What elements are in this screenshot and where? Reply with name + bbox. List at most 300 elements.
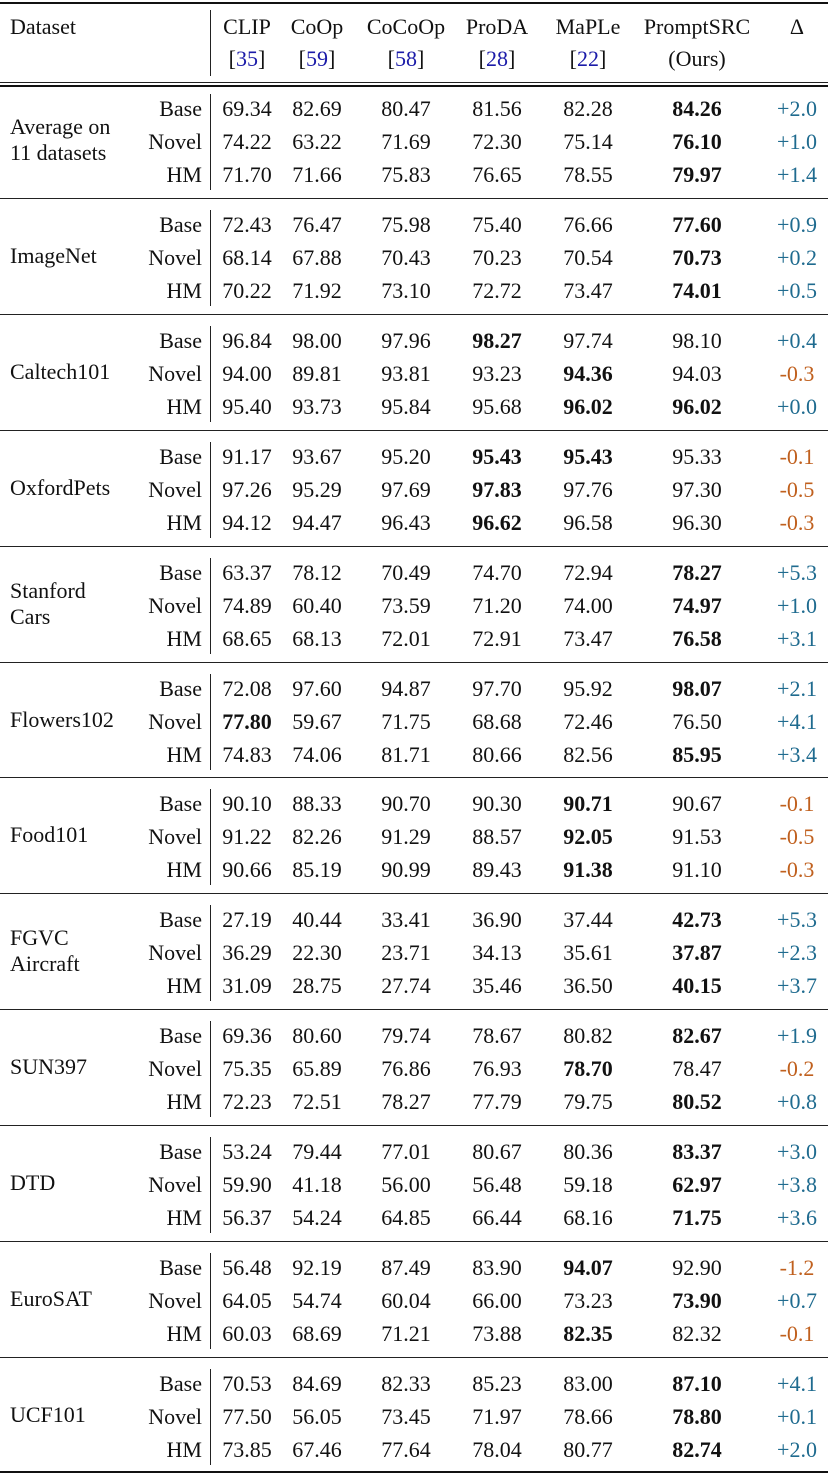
table-cell: 84.69 — [292, 1370, 342, 1396]
split-label: HM — [166, 1436, 202, 1462]
delta-value: -1.2 — [779, 1255, 815, 1280]
table-cell: 78.67 — [472, 1023, 522, 1049]
table-cell: 73.47 — [563, 277, 613, 303]
split-label: HM — [166, 162, 202, 187]
table-cell: 80.66 — [472, 741, 522, 767]
split-label: Base — [159, 791, 202, 817]
dataset-label — [10, 1286, 92, 1312]
table-cell: 87.10 — [672, 1370, 722, 1396]
split-divider — [210, 905, 211, 1001]
table-cell: 56.00 — [381, 1172, 431, 1198]
table-cell: 60.04 — [381, 1288, 431, 1313]
split-divider — [210, 94, 211, 190]
table-cell: 70.22 — [222, 277, 272, 303]
split-label: Novel — [148, 476, 202, 502]
delta-value: +4.1 — [777, 1370, 817, 1396]
table-cell: 80.60 — [292, 1023, 342, 1049]
header-clip-ref[interactable]: [35] — [228, 46, 266, 71]
table-cell: 78.55 — [563, 162, 613, 187]
dataset-name-line: EuroSAT — [10, 1286, 92, 1311]
header-maple-ref[interactable]: [22] — [569, 46, 607, 71]
header-proda-ref[interactable]: [28] — [478, 46, 516, 71]
split-label: Novel — [148, 244, 202, 270]
table-cell: 96.02 — [563, 393, 613, 419]
dataset-label — [10, 1054, 87, 1080]
citation-link[interactable]: 35 — [236, 46, 258, 71]
table-cell: 85.95 — [672, 741, 722, 767]
table-cell: 53.24 — [222, 1139, 272, 1165]
group-separator — [0, 430, 828, 431]
table-cell: 97.70 — [472, 675, 522, 701]
table-cell: 41.18 — [292, 1172, 342, 1198]
split-label: Novel — [148, 1403, 202, 1429]
table-cell: 27.74 — [381, 973, 431, 999]
delta-value: -0.1 — [779, 443, 815, 469]
delta-value: +3.4 — [777, 741, 817, 767]
table-cell: 73.45 — [381, 1403, 431, 1429]
header-coop: CoOp — [290, 14, 344, 39]
table-cell: 98.00 — [292, 327, 342, 353]
delta-value: -0.3 — [779, 857, 815, 883]
table-cell: 80.36 — [563, 1139, 613, 1165]
table-cell: 98.27 — [472, 327, 522, 353]
dataset-label — [10, 243, 97, 269]
table-cell: 70.23 — [472, 244, 522, 270]
table-cell: 23.71 — [381, 940, 431, 966]
table-cell: 80.82 — [563, 1023, 613, 1049]
split-label: Novel — [148, 708, 202, 734]
table-cell: 37.87 — [672, 940, 722, 966]
dataset-label — [10, 1402, 86, 1428]
table-cell: 59.67 — [292, 708, 342, 734]
table-cell: 91.38 — [563, 857, 613, 883]
table-cell: 78.27 — [381, 1089, 431, 1115]
table-cell: 97.30 — [672, 476, 722, 502]
dataset-label — [10, 475, 110, 501]
table-cell: 75.35 — [222, 1056, 272, 1082]
dataset-name-line: UCF101 — [10, 1401, 86, 1427]
table-cell: 68.14 — [222, 244, 272, 270]
table-cell: 73.85 — [222, 1436, 272, 1462]
table-cell: 59.18 — [563, 1172, 613, 1198]
table-cell: 70.73 — [672, 244, 722, 270]
table-cell: 90.71 — [563, 791, 613, 817]
table-cell: 56.37 — [222, 1205, 272, 1231]
delta-value: +5.3 — [777, 907, 817, 933]
table-cell: 64.85 — [381, 1205, 431, 1231]
split-label: Novel — [148, 1172, 202, 1198]
table-cell: 89.81 — [292, 360, 342, 386]
header-coop-ref[interactable]: [59] — [298, 46, 336, 71]
table-cell: 90.30 — [472, 791, 522, 817]
split-divider — [210, 558, 211, 654]
split-label: HM — [166, 509, 202, 535]
dataset-name-line: SUN397 — [10, 1054, 88, 1080]
dataset-name-line: Caltech101 — [10, 358, 111, 384]
delta-value: +1.9 — [777, 1023, 817, 1049]
table-cell: 71.92 — [292, 277, 342, 303]
table-cell: 82.26 — [292, 824, 342, 850]
table-cell: 72.08 — [222, 675, 272, 701]
split-divider — [210, 326, 211, 422]
delta-value: +3.8 — [777, 1172, 817, 1198]
table-cell: 68.16 — [563, 1205, 613, 1231]
table-cell: 95.43 — [563, 443, 613, 469]
table-cell: 77.64 — [381, 1436, 431, 1462]
table-cell: 71.66 — [292, 162, 342, 187]
table-cell: 95.29 — [292, 476, 342, 502]
table-cell: 76.65 — [472, 162, 522, 187]
table-cell: 78.27 — [672, 559, 722, 585]
dataset-label — [10, 578, 86, 630]
table-cell: 97.26 — [222, 476, 272, 502]
table-cell: 90.67 — [672, 791, 722, 817]
table-cell: 35.61 — [563, 940, 613, 966]
table-cell: 72.51 — [292, 1089, 342, 1115]
split-divider — [210, 1253, 211, 1349]
table-cell: 71.69 — [381, 129, 431, 154]
table-cell: 78.70 — [563, 1056, 613, 1082]
table-cell: 74.06 — [292, 741, 342, 767]
table-cell: 62.97 — [672, 1172, 722, 1198]
bottom-rule — [0, 1471, 828, 1473]
delta-value: +0.1 — [777, 1403, 817, 1429]
group-separator — [0, 662, 828, 663]
table-cell: 97.60 — [292, 675, 342, 701]
table-cell: 90.10 — [222, 791, 272, 817]
split-divider — [210, 210, 211, 306]
table-cell: 74.70 — [472, 559, 522, 585]
split-label: Novel — [148, 940, 202, 966]
table-cell: 96.30 — [672, 509, 722, 535]
table-cell: 94.87 — [381, 675, 431, 701]
table-cell: 36.50 — [563, 973, 613, 999]
table-cell: 69.36 — [222, 1023, 272, 1049]
table-cell: 71.75 — [672, 1205, 722, 1231]
table-cell: 70.54 — [563, 244, 613, 270]
delta-value: +5.3 — [777, 559, 817, 585]
delta-value: +0.2 — [777, 244, 817, 270]
delta-value: +0.4 — [777, 327, 817, 353]
table-cell: 94.03 — [672, 360, 722, 386]
split-label: Novel — [148, 592, 202, 618]
table-cell: 82.32 — [672, 1321, 722, 1346]
split-label: Base — [159, 1370, 202, 1396]
table-cell: 60.03 — [222, 1321, 272, 1346]
split-label: HM — [166, 857, 202, 883]
table-cell: 97.76 — [563, 476, 613, 502]
table-cell: 73.90 — [672, 1288, 722, 1313]
table-cell: 88.57 — [472, 824, 522, 850]
header-divider — [210, 10, 211, 76]
table-cell: 28.75 — [292, 973, 342, 999]
table-cell: 76.50 — [672, 708, 722, 734]
table-cell: 78.04 — [472, 1436, 522, 1462]
table-cell: 63.37 — [222, 559, 272, 585]
top-rule — [0, 2, 828, 4]
table-cell: 98.07 — [672, 675, 722, 701]
table-cell: 74.97 — [672, 592, 722, 618]
group-separator — [0, 198, 828, 199]
split-divider — [210, 1369, 211, 1465]
split-label: Base — [159, 211, 202, 237]
dataset-name-line: ImageNet — [10, 242, 97, 268]
split-label: Novel — [148, 1056, 202, 1082]
table-cell: 77.80 — [222, 708, 272, 734]
table-cell: 40.15 — [672, 973, 722, 999]
dataset-name-line: Flowers102 — [10, 706, 114, 732]
table-cell: 27.19 — [222, 907, 272, 933]
table-cell: 81.71 — [381, 741, 431, 767]
table-cell: 35.46 — [472, 973, 522, 999]
table-cell: 93.73 — [292, 393, 342, 419]
table-cell: 56.48 — [472, 1172, 522, 1198]
delta-value: +1.4 — [777, 162, 817, 187]
table-cell: 72.91 — [472, 625, 522, 651]
table-cell: 92.05 — [563, 824, 613, 850]
delta-value: +2.0 — [777, 1436, 817, 1462]
delta-value: -0.1 — [779, 791, 815, 817]
split-label: Base — [159, 443, 202, 469]
table-cell: 66.00 — [472, 1288, 522, 1313]
table-cell: 22.30 — [292, 940, 342, 966]
header-promptsrc: PromptSRC — [643, 14, 751, 39]
table-cell: 78.47 — [672, 1056, 722, 1082]
split-label: Novel — [148, 129, 202, 154]
table-cell: 96.58 — [563, 509, 613, 535]
table-cell: 75.40 — [472, 211, 522, 237]
dataset-name-line: Food101 — [10, 822, 89, 848]
table-cell: 70.53 — [222, 1370, 272, 1396]
table-cell: 84.26 — [672, 96, 722, 121]
table-cell: 82.67 — [672, 1023, 722, 1049]
table-cell: 72.30 — [472, 129, 522, 154]
delta-value: +3.6 — [777, 1205, 817, 1231]
table-cell: 71.70 — [222, 162, 272, 187]
table-cell: 64.05 — [222, 1288, 272, 1313]
split-label: Novel — [148, 824, 202, 850]
table-cell: 71.97 — [472, 1403, 522, 1429]
table-cell: 80.52 — [672, 1089, 722, 1115]
group-separator — [0, 1009, 828, 1010]
table-cell: 96.43 — [381, 509, 431, 535]
table-cell: 74.89 — [222, 592, 272, 618]
table-cell: 94.12 — [222, 509, 272, 535]
table-cell: 68.69 — [292, 1321, 342, 1346]
table-cell: 69.34 — [222, 96, 272, 121]
table-cell: 93.67 — [292, 443, 342, 469]
table-cell: 79.74 — [381, 1023, 431, 1049]
split-label: Base — [159, 559, 202, 585]
delta-value: +1.0 — [777, 592, 817, 618]
delta-value: +0.5 — [777, 277, 817, 303]
citation-link[interactable]: 59 — [306, 46, 328, 71]
table-cell: 91.29 — [381, 824, 431, 850]
table-cell: 72.94 — [563, 559, 613, 585]
table-cell: 95.84 — [381, 393, 431, 419]
group-separator — [0, 1241, 828, 1242]
header-dataset: Dataset — [10, 14, 76, 39]
table-cell: 72.01 — [381, 625, 431, 651]
table-cell: 70.43 — [381, 244, 431, 270]
table-cell: 97.69 — [381, 476, 431, 502]
dataset-name-line: FGVC — [10, 925, 69, 951]
table-cell: 73.47 — [563, 625, 613, 651]
table-cell: 67.88 — [292, 244, 342, 270]
dataset-name-line: DTD — [10, 1170, 56, 1196]
table-cell: 40.44 — [292, 907, 342, 933]
dataset-label — [10, 114, 110, 166]
delta-value: +0.7 — [777, 1288, 817, 1313]
table-cell: 79.97 — [672, 162, 722, 187]
split-label: HM — [166, 393, 202, 419]
table-cell: 73.59 — [381, 592, 431, 618]
table-cell: 65.89 — [292, 1056, 342, 1082]
group-separator — [0, 85, 828, 87]
group-separator — [0, 1125, 828, 1126]
table-cell: 73.10 — [381, 277, 431, 303]
dataset-name-line: Stanford — [10, 577, 86, 603]
group-separator — [0, 546, 828, 547]
dataset-label — [10, 1170, 55, 1196]
split-divider — [210, 1021, 211, 1117]
delta-value: +2.3 — [777, 940, 817, 966]
table-cell: 59.90 — [222, 1172, 272, 1198]
table-cell: 96.02 — [672, 393, 722, 419]
dataset-name-line: 11 datasets — [10, 140, 107, 165]
table-cell: 74.22 — [222, 129, 272, 154]
table-cell: 76.66 — [563, 211, 613, 237]
table-cell: 75.98 — [381, 211, 431, 237]
table-cell: 76.10 — [672, 129, 722, 154]
table-cell: 82.74 — [672, 1436, 722, 1462]
table-cell: 60.40 — [292, 592, 342, 618]
table-cell: 73.23 — [563, 1288, 613, 1313]
group-separator — [0, 777, 828, 778]
table-cell: 90.70 — [381, 791, 431, 817]
split-label: Novel — [148, 1288, 202, 1313]
delta-value: +1.0 — [777, 129, 817, 154]
header-delta: Δ — [789, 14, 805, 39]
delta-value: +4.1 — [777, 708, 817, 734]
split-label: Base — [159, 327, 202, 353]
table-cell: 97.96 — [381, 327, 431, 353]
table-cell: 76.47 — [292, 211, 342, 237]
split-label: Base — [159, 675, 202, 701]
delta-value: +3.7 — [777, 973, 817, 999]
delta-value: -0.5 — [779, 824, 815, 850]
table-cell: 90.99 — [381, 857, 431, 883]
dataset-name-line: Aircraft — [10, 951, 80, 977]
table-cell: 73.88 — [472, 1321, 522, 1346]
table-cell: 93.23 — [472, 360, 522, 386]
delta-value: -0.5 — [779, 476, 815, 502]
table-cell: 92.90 — [672, 1255, 722, 1280]
dataset-label — [10, 707, 114, 733]
split-label: HM — [166, 973, 202, 999]
citation-link[interactable]: 28 — [486, 46, 508, 71]
table-cell: 63.22 — [292, 129, 342, 154]
table-cell: 91.10 — [672, 857, 722, 883]
table-cell: 54.24 — [292, 1205, 342, 1231]
split-label: HM — [166, 1205, 202, 1231]
split-divider — [210, 789, 211, 885]
header-clip: CLIP — [223, 14, 271, 39]
split-label: Base — [159, 1023, 202, 1049]
table-cell: 95.20 — [381, 443, 431, 469]
table-cell: 74.01 — [672, 277, 722, 303]
split-divider — [210, 442, 211, 538]
table-cell: 78.80 — [672, 1403, 722, 1429]
header-cocoop-ref[interactable]: [58] — [387, 46, 425, 71]
table-cell: 75.14 — [563, 129, 613, 154]
delta-value: -0.1 — [779, 1321, 815, 1346]
delta-value: -0.2 — [779, 1056, 815, 1082]
table-cell: 76.58 — [672, 625, 722, 651]
delta-value: +2.1 — [777, 675, 817, 701]
table-cell: 90.66 — [222, 857, 272, 883]
header-promptsrc-note: (Ours) — [668, 46, 726, 71]
table-cell: 72.23 — [222, 1089, 272, 1115]
delta-value: -0.3 — [779, 360, 815, 386]
table-cell: 83.37 — [672, 1139, 722, 1165]
split-label: Base — [159, 907, 202, 933]
split-label: Base — [159, 1255, 202, 1280]
table-cell: 68.68 — [472, 708, 522, 734]
table-cell: 36.29 — [222, 940, 272, 966]
table-cell: 94.36 — [563, 360, 613, 386]
table-cell: 36.90 — [472, 907, 522, 933]
table-cell: 95.92 — [563, 675, 613, 701]
table-cell: 56.05 — [292, 1403, 342, 1429]
split-label: HM — [166, 277, 202, 303]
table-cell: 71.21 — [381, 1321, 431, 1346]
table-cell: 72.72 — [472, 277, 522, 303]
table-cell: 77.60 — [672, 211, 722, 237]
table-cell: 88.33 — [292, 791, 342, 817]
table-cell: 97.83 — [472, 476, 522, 502]
table-cell: 74.00 — [563, 592, 613, 618]
table-cell: 97.74 — [563, 327, 613, 353]
dataset-label — [10, 359, 110, 385]
table-cell: 78.66 — [563, 1403, 613, 1429]
dataset-name-line: Cars — [10, 603, 51, 629]
table-cell: 70.49 — [381, 559, 431, 585]
citation-link[interactable]: 22 — [577, 46, 599, 71]
table-cell: 77.79 — [472, 1089, 522, 1115]
table-cell: 37.44 — [563, 907, 613, 933]
table-cell: 95.40 — [222, 393, 272, 419]
citation-link[interactable]: 58 — [395, 46, 417, 71]
table-cell: 93.81 — [381, 360, 431, 386]
delta-value: +2.0 — [777, 96, 817, 121]
table-cell: 94.00 — [222, 360, 272, 386]
table-cell: 85.19 — [292, 857, 342, 883]
table-cell: 72.46 — [563, 708, 613, 734]
table-cell: 82.28 — [563, 96, 613, 121]
split-label: Base — [159, 96, 202, 121]
table-cell: 76.93 — [472, 1056, 522, 1082]
dataset-label — [10, 925, 80, 977]
table-cell: 71.75 — [381, 708, 431, 734]
table-cell: 79.75 — [563, 1089, 613, 1115]
split-label: HM — [166, 1089, 202, 1115]
group-separator — [0, 314, 828, 315]
table-cell: 74.83 — [222, 741, 272, 767]
table-cell: 82.33 — [381, 1370, 431, 1396]
split-label: HM — [166, 741, 202, 767]
table-cell: 79.44 — [292, 1139, 342, 1165]
